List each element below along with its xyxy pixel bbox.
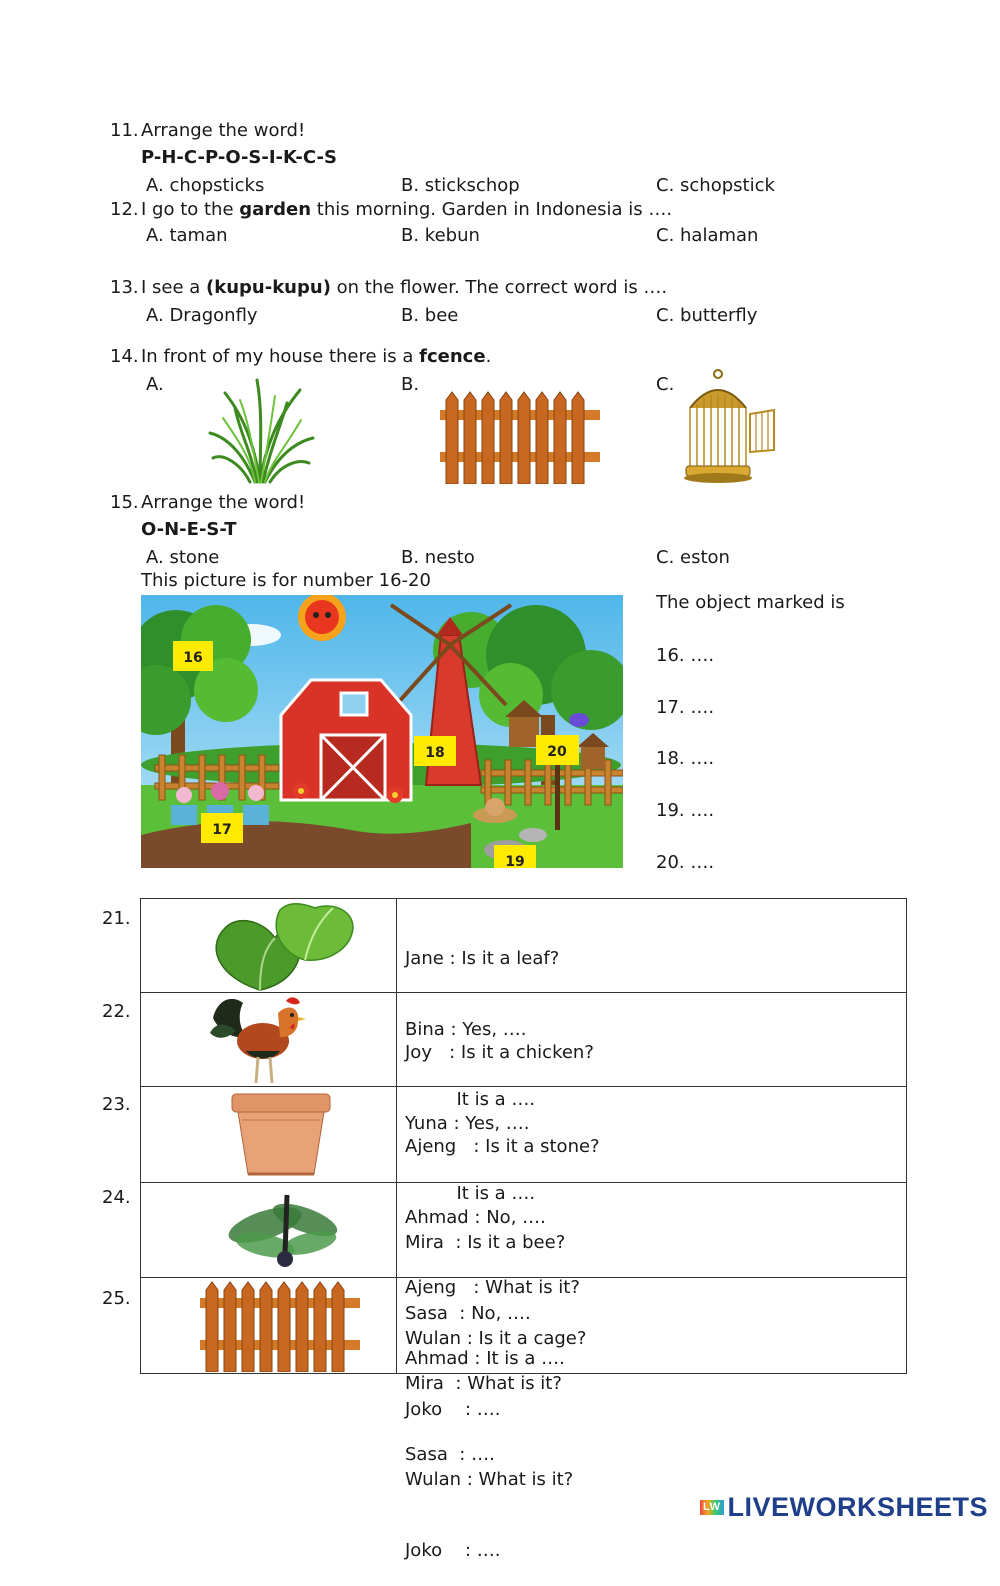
q12-question-post: this morning. Garden in Indonesia is …. [311,199,673,220]
dialogue-line[interactable]: Ahmad : It is a …. [405,1347,565,1369]
marked-item-16[interactable]: 16. …. [656,645,715,666]
row-25-dialogue [405,1280,586,1586]
q14-question [141,346,491,367]
farm-tag-20-label: 20 [547,744,567,760]
liveworksheets-logo-icon: LW [700,1500,724,1515]
grass-image[interactable] [205,378,315,484]
farm-tag-17[interactable] [201,813,243,843]
row-24-number: 24. [102,1187,131,1208]
dialogue-line[interactable]: It is a …. [405,1089,536,1110]
row-23-number: 23. [102,1094,131,1115]
q14-option-a[interactable]: A. [146,374,164,395]
liveworksheets-logo-text: LIVEWORKSHEETS [727,1492,989,1522]
q14-question-pre: In front of my house there is a [141,346,420,367]
q12-option-b[interactable]: B. kebun [401,225,480,246]
picture-caption: This picture is for number 16-20 [141,570,431,591]
flower-pot-image [228,1090,334,1180]
dialogue-line: Wulan : What is it? [405,1469,574,1490]
farm-tag-17-label: 17 [212,822,232,838]
marked-title: The object marked is [656,592,845,613]
q15-option-b[interactable]: B. nesto [401,547,475,568]
q12-option-a[interactable]: A. taman [146,225,228,246]
dialogue-line: Ajeng : Is it a stone? [405,1136,600,1157]
dialogue-line[interactable]: Sasa : No, …. [405,1302,531,1324]
dialogue-line: Mira : What is it? [405,1373,562,1394]
marked-item-17[interactable]: 17. …. [656,697,715,718]
q12-question-bold: garden [239,199,312,220]
rooster-image [208,993,308,1086]
liveworksheets-logo [700,1492,988,1523]
dialogue-line: Jane : Is it a leaf? [405,948,560,969]
q13-question-bold: (kupu-kupu) [206,277,331,298]
dialogue-line[interactable]: Ahmad : No, …. [405,1206,546,1228]
sun-icon [298,595,346,641]
q14-question-post: . [485,346,492,367]
q12-option-c[interactable]: C. halaman [656,225,759,246]
q12-question [141,199,672,220]
fence-image-row25 [200,1280,360,1372]
dialogue-line[interactable]: Bina : Yes, …. [405,1018,527,1040]
row-21-number: 21. [102,908,131,929]
q11-option-b[interactable]: B. stickschop [401,175,520,196]
marked-item-20[interactable]: 20. …. [656,852,715,873]
q13-number: 13. [110,277,139,298]
q11-scramble: P-H-C-P-O-S-I-K-C-S [141,147,337,168]
dialogue-line: Joy : Is it a chicken? [405,1042,594,1063]
q15-scramble: O-N-E-S-T [141,519,237,540]
dialogue-line: Wulan : Is it a cage? [405,1328,587,1349]
q14-option-b[interactable]: B. [401,374,420,395]
q11-option-a[interactable]: A. chopsticks [146,175,265,196]
q13-option-b[interactable]: B. bee [401,305,459,326]
leaf-image [205,898,365,992]
farm-tag-18[interactable] [414,736,456,766]
q12-question-pre: I go to the [141,199,240,220]
q14-option-c[interactable]: C. [656,374,675,395]
q15-option-a[interactable]: A. stone [146,547,220,568]
q13-question-post: on the flower. The correct word is …. [330,277,668,298]
farm-tag-19[interactable] [494,845,536,868]
farm-tag-19-label: 19 [505,854,525,868]
farm-tag-18-label: 18 [425,745,445,761]
row-22-number: 22. [102,1001,131,1022]
q13-option-a[interactable]: A. Dragonfly [146,305,258,326]
dialogue-line[interactable]: Joko : …. [405,1539,501,1561]
fence-image[interactable] [440,390,600,484]
dialogue-line[interactable]: Sasa : …. [405,1443,495,1465]
barn [281,680,411,800]
table-column-divider [396,898,397,1374]
q11-prompt: Arrange the word! [141,120,306,141]
q15-option-c[interactable]: C. eston [656,547,730,568]
dialogue-line[interactable]: Joko : …. [405,1398,501,1420]
dialogue-line: Ajeng : What is it? [405,1277,580,1298]
q13-option-c[interactable]: C. butterfly [656,305,758,326]
marked-item-19[interactable]: 19. …. [656,800,715,821]
farm-tag-20[interactable] [536,735,579,765]
q15-number: 15. [110,492,139,513]
farm-picture [141,595,623,868]
q11-option-c[interactable]: C. schopstick [656,175,775,196]
q14-number: 14. [110,346,139,367]
q14-question-bold: fcence [419,346,486,367]
dragonfly-image [225,1185,343,1273]
farm-tag-16-label: 16 [183,650,203,666]
birdcage-image[interactable] [680,368,780,484]
q12-number: 12. [110,199,139,220]
dialogue-line: Mira : Is it a bee? [405,1232,566,1253]
q15-prompt: Arrange the word! [141,492,306,513]
row-25-number: 25. [102,1288,131,1309]
dialogue-line[interactable]: Yuna : Yes, …. [405,1112,530,1134]
q13-question-pre: I see a [141,277,207,298]
q13-question [141,277,667,298]
marked-item-18[interactable]: 18. …. [656,748,715,769]
farm-tag-16[interactable] [173,641,213,671]
dialogue-line[interactable]: It is a …. [405,1183,536,1204]
q11-number: 11. [110,120,139,141]
